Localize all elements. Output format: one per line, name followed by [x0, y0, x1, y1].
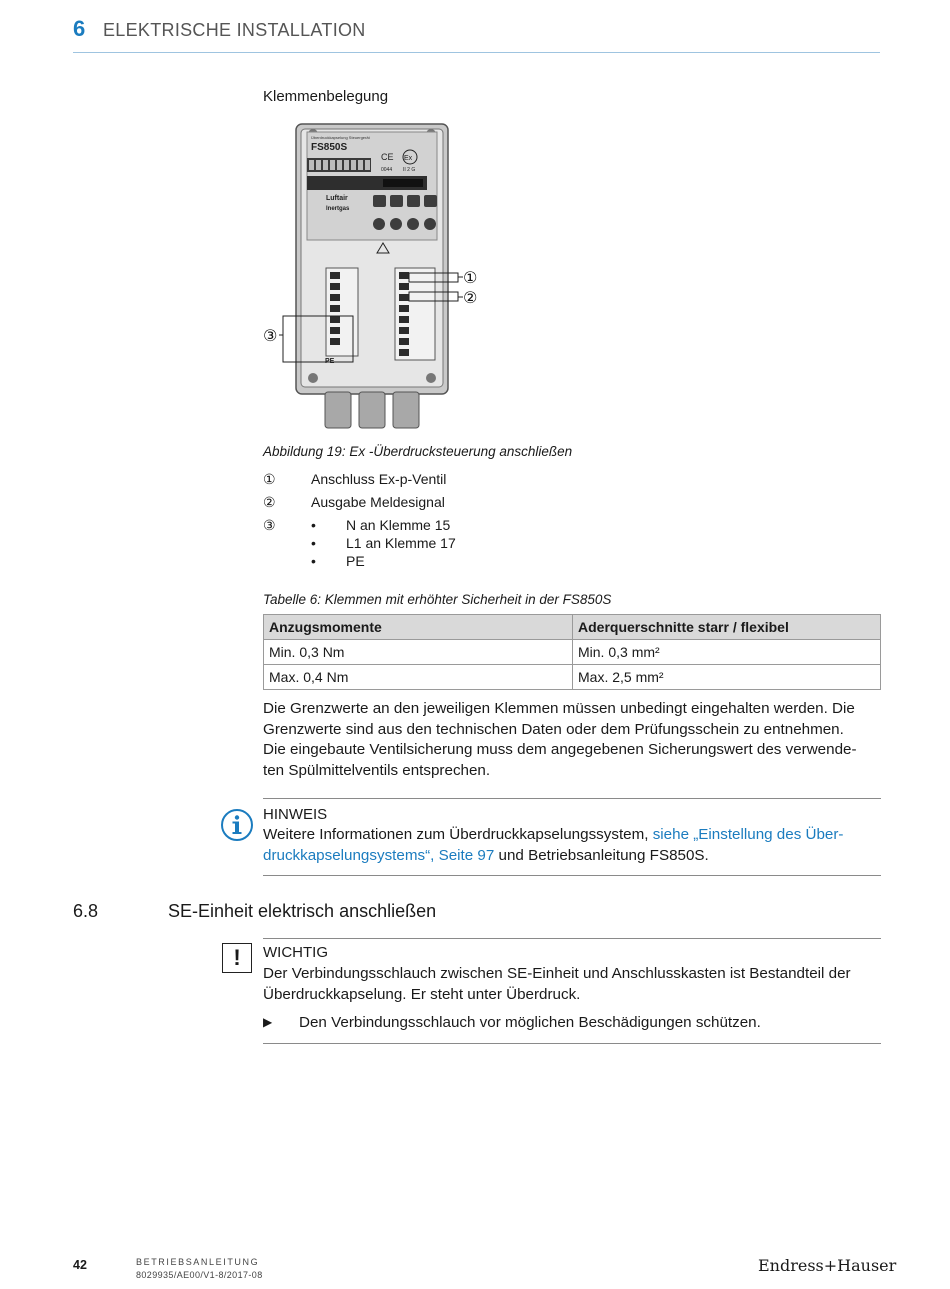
note-bottom-rule — [263, 875, 881, 876]
info-icon — [220, 808, 254, 842]
figure-caption: Abbildung 19: Ex -Überdrucksteuerung anschließen — [263, 444, 573, 459]
table-cell: Min. 0,3 mm² — [573, 640, 881, 665]
paragraph-line: ten Spülmittelventils entsprechen. — [263, 761, 491, 779]
step-text: Den Verbindungsschlauch vor möglichen Beschädigungen schützen. — [299, 1014, 761, 1031]
warning-body — [263, 964, 881, 1005]
device-subtitle: Inertgas — [326, 206, 350, 212]
warning-line: Der Verbindungsschlauch zwischen SE-Einheit und Anschlusskasten ist Bestandteil der — [263, 965, 851, 982]
table-cell: Min. 0,3 Nm — [264, 640, 573, 665]
exclamation-icon: ! — [222, 943, 252, 973]
legend-symbol: ③ — [263, 517, 276, 533]
warning-bottom-rule — [263, 1043, 881, 1044]
warning-top-rule — [263, 938, 881, 939]
note-top-rule — [263, 798, 881, 799]
table-row — [264, 640, 881, 665]
table-caption: Tabelle 6: Klemmen mit erhöhter Sicherheit in der FS850S — [263, 592, 612, 607]
brand-logo: Endress+Hauser — [758, 1256, 897, 1275]
legend-text: Ausgabe Meldesignal — [311, 494, 445, 510]
page-number: 42 — [73, 1258, 87, 1272]
ce-number: 0044 — [381, 167, 393, 173]
chapter-title: ELEKTRISCHE INSTALLATION — [103, 20, 366, 40]
body-paragraph — [263, 699, 883, 781]
header-rule — [73, 52, 880, 53]
note-text: Weitere Informationen zum Überdruckkapselungssystem, — [263, 826, 653, 843]
table-header: Anzugsmomente — [264, 615, 573, 640]
legend-bullet-text: L1 an Klemme 17 — [346, 535, 456, 551]
note-link-text[interactable]: siehe „Einstellung des Über- — [652, 826, 844, 843]
table-header: Aderquerschnitte starr / flexibel — [573, 615, 881, 640]
bullet: • — [311, 517, 316, 533]
doc-id: 8029935/AE00/V1-8/2017-08 — [136, 1270, 263, 1280]
legend-symbol: ② — [263, 494, 276, 510]
ex-mark: Ex — [404, 155, 413, 162]
note-link-text[interactable]: druckkapselungsystems“, Seite 97 — [263, 846, 495, 864]
legend-symbol: ① — [263, 471, 276, 487]
pe-label: PE — [325, 358, 335, 365]
doc-type: BETRIEBSANLEITUNG — [136, 1257, 260, 1267]
paragraph-line: Die Grenzwerte an den jeweiligen Klemmen müssen unbedingt eingehalten werden. Die — [263, 700, 855, 717]
figure-heading: Klemmenbelegung — [263, 88, 389, 105]
legend-bullet-text: N an Klemme 15 — [346, 517, 451, 533]
callout-2: ② — [463, 288, 478, 307]
terminal-spec-table — [263, 614, 881, 690]
warning-line: Überdruckkapselung. Er steht unter Überdruck. — [263, 985, 581, 1003]
table-cell: Max. 0,4 Nm — [264, 665, 573, 690]
table-header-row — [264, 615, 881, 640]
bullet: • — [311, 535, 316, 551]
note-text: und Betriebsanleitung FS850S. — [494, 846, 709, 864]
device-brand: Luftair — [326, 195, 348, 202]
ce-mark: CE — [381, 152, 394, 162]
paragraph-line: Die eingebaute Ventilsicherung muss dem angegebenen Sicherungswert des verwende- — [263, 741, 857, 758]
warning-title: WICHTIG — [263, 944, 328, 961]
paragraph-line: Grenzwerte sind aus den technischen Daten oder dem Prüfungsschein zu entnehmen. — [263, 720, 844, 738]
legend-bullet-text: PE — [346, 553, 365, 569]
note-body — [263, 825, 881, 866]
device-photo — [263, 120, 493, 435]
arrow-icon: ▶ — [263, 1015, 273, 1029]
table-cell: Max. 2,5 mm² — [573, 665, 881, 690]
svg-text:Überdruckkapselung Steuergerät: Überdruckkapselung Steuergerät — [311, 135, 370, 140]
chapter-number: 6 — [73, 16, 86, 41]
legend-text: Anschluss Ex-p-Ventil — [311, 471, 447, 487]
table-row — [264, 665, 881, 690]
section-title: SE-Einheit elektrisch anschließen — [168, 901, 437, 921]
bullet: • — [311, 553, 316, 569]
callout-3: ③ — [263, 326, 278, 345]
note-title: HINWEIS — [263, 806, 328, 823]
device-model-label: FS850S — [311, 142, 348, 153]
callout-1: ① — [463, 268, 478, 287]
section-number: 6.8 — [73, 901, 99, 921]
ex-group: II 2 G — [403, 167, 416, 173]
